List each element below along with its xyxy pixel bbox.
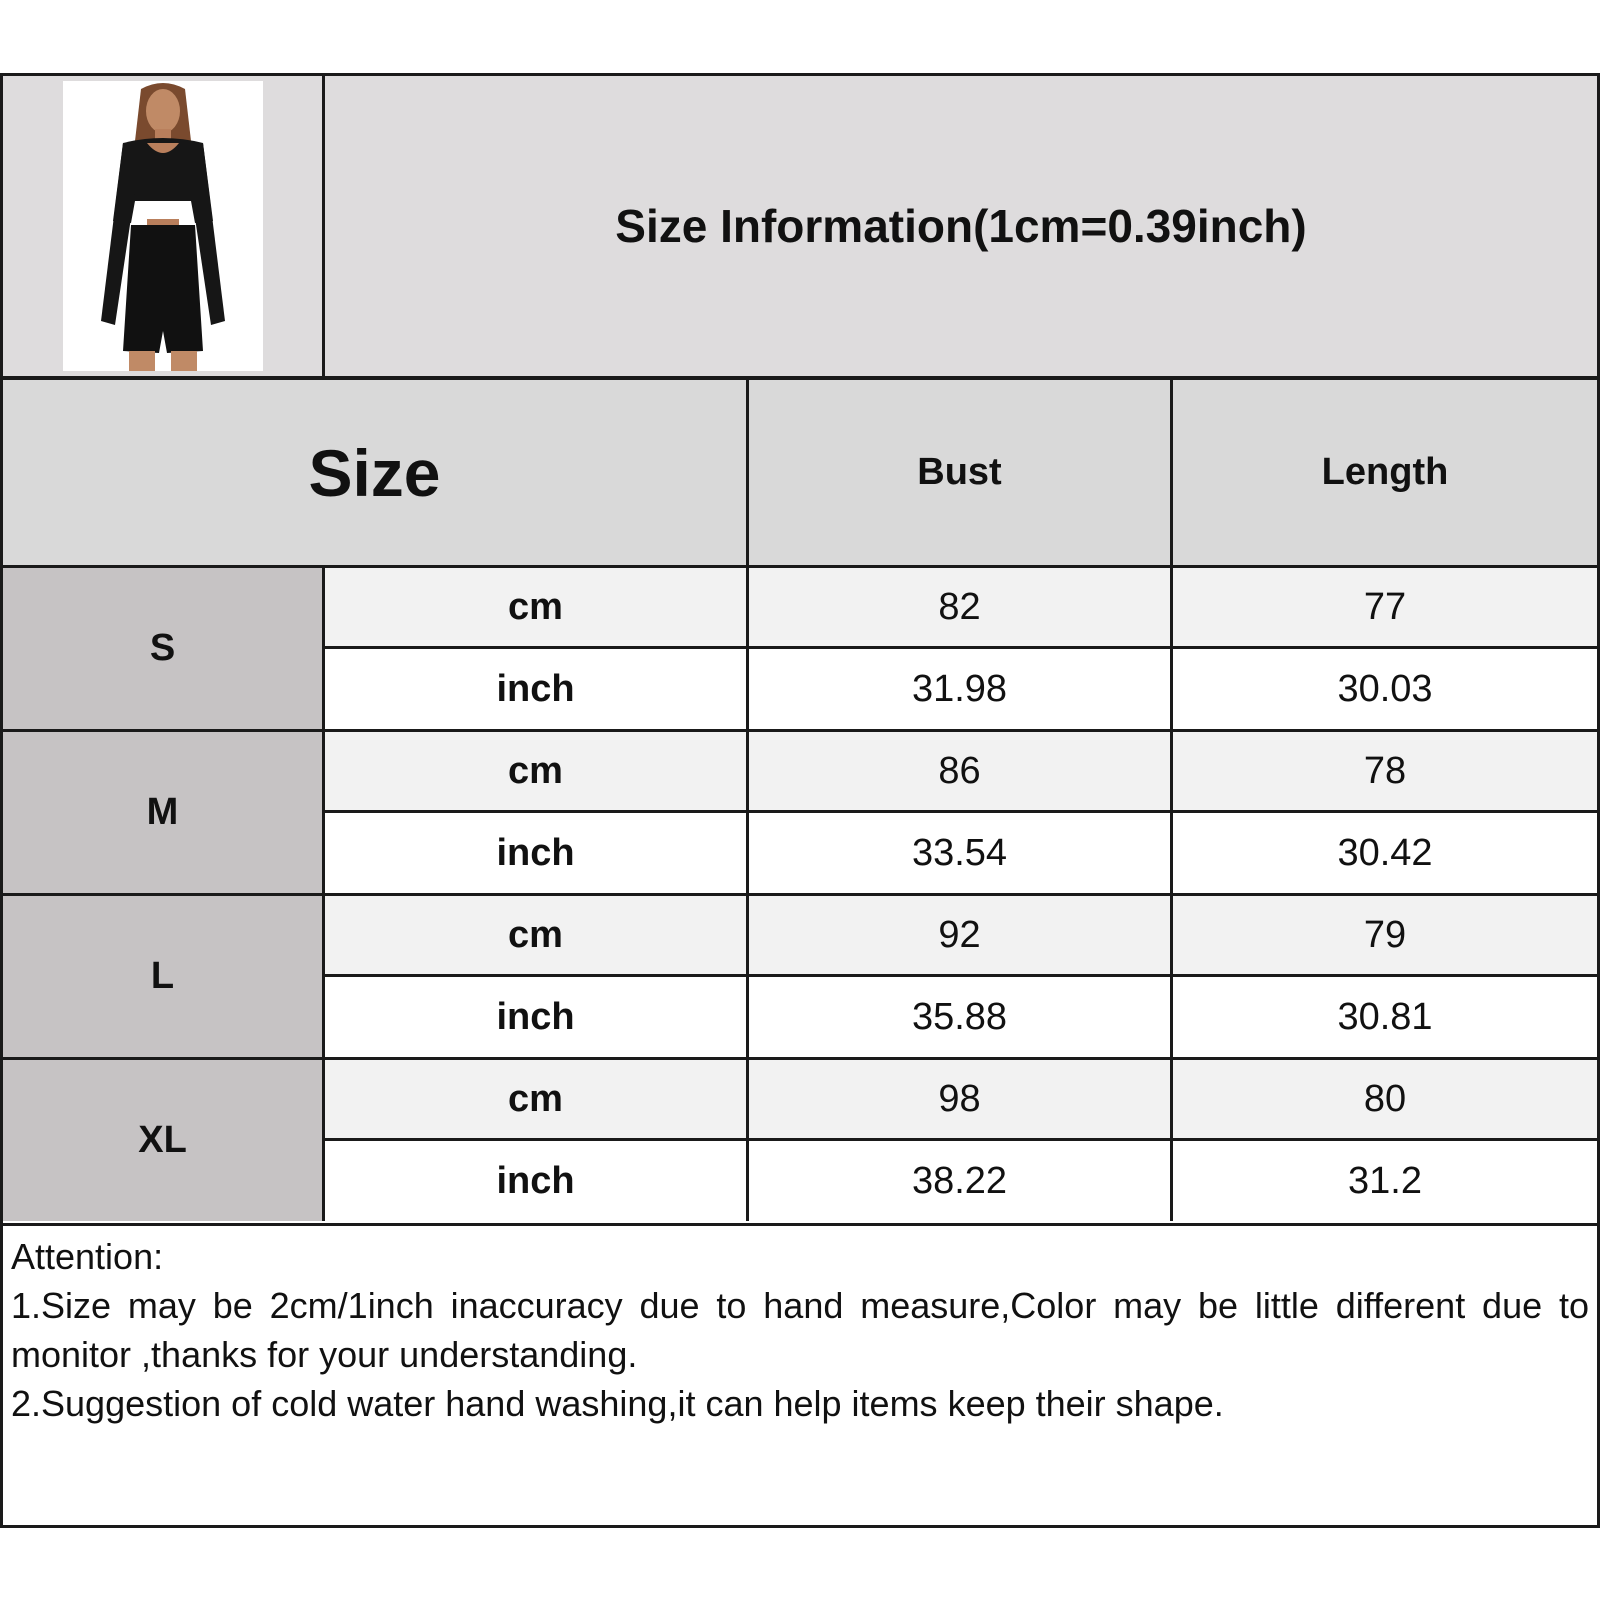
header-length: Length — [1173, 380, 1597, 565]
length-value: 78 — [1363, 749, 1407, 792]
product-photo — [3, 76, 325, 376]
unit-label: cm — [325, 732, 749, 810]
bust-value: 33.54 — [749, 813, 1173, 893]
model-silhouette-image — [63, 81, 263, 371]
length-value: 30.42 — [1337, 831, 1433, 874]
size-info-title: Size Information(1cm=0.39inch) — [325, 76, 1597, 376]
length-value: 79 — [1363, 913, 1407, 956]
unit-label: inch — [325, 813, 749, 893]
size-label: S — [3, 568, 325, 729]
size-chart — [0, 73, 1600, 1528]
unit-label: inch — [325, 1141, 749, 1221]
size-label: L — [3, 896, 325, 1057]
bust-value: 86 — [749, 732, 1173, 810]
size-group-m — [3, 729, 1597, 893]
note-line-1: 1.Size may be 2cm/1inch inaccuracy due to hand measure,Color may be little different due to monitor ,thanks for your understanding. — [11, 1285, 1589, 1375]
unit-label: inch — [325, 649, 749, 729]
table-row — [325, 896, 1597, 977]
unit-label: cm — [325, 896, 749, 974]
bust-value: 38.22 — [749, 1141, 1173, 1221]
attention-notes — [3, 1223, 1597, 1525]
table-row — [325, 568, 1597, 649]
table-row — [325, 649, 1597, 729]
note-line-2: 2.Suggestion of cold water hand washing,it can help items keep their shape. — [11, 1383, 1224, 1424]
header-size: Size — [3, 380, 749, 565]
size-group-l — [3, 893, 1597, 1057]
unit-label: cm — [325, 1060, 749, 1138]
length-value: 30.81 — [1337, 995, 1433, 1038]
table-row — [325, 732, 1597, 813]
bust-value: 82 — [749, 568, 1173, 646]
length-value: 30.03 — [1337, 667, 1433, 710]
size-rows — [3, 565, 1597, 1221]
size-label: M — [3, 732, 325, 893]
unit-label: cm — [325, 568, 749, 646]
table-row — [325, 1060, 1597, 1141]
length-value: 31.2 — [1348, 1159, 1422, 1202]
bust-value: 92 — [749, 896, 1173, 974]
size-label: XL — [3, 1060, 325, 1221]
length-value: 80 — [1363, 1077, 1407, 1120]
size-group-s — [3, 565, 1597, 729]
length-value: 77 — [1363, 585, 1407, 628]
unit-label: inch — [325, 977, 749, 1057]
bust-value: 98 — [749, 1060, 1173, 1138]
header-bust: Bust — [749, 380, 1173, 565]
table-row — [325, 1141, 1597, 1221]
bust-value: 35.88 — [749, 977, 1173, 1057]
bust-value: 31.98 — [749, 649, 1173, 729]
table-row — [325, 813, 1597, 893]
table-row — [325, 977, 1597, 1057]
notes-heading: Attention: — [11, 1236, 164, 1277]
size-group-xl — [3, 1057, 1597, 1221]
